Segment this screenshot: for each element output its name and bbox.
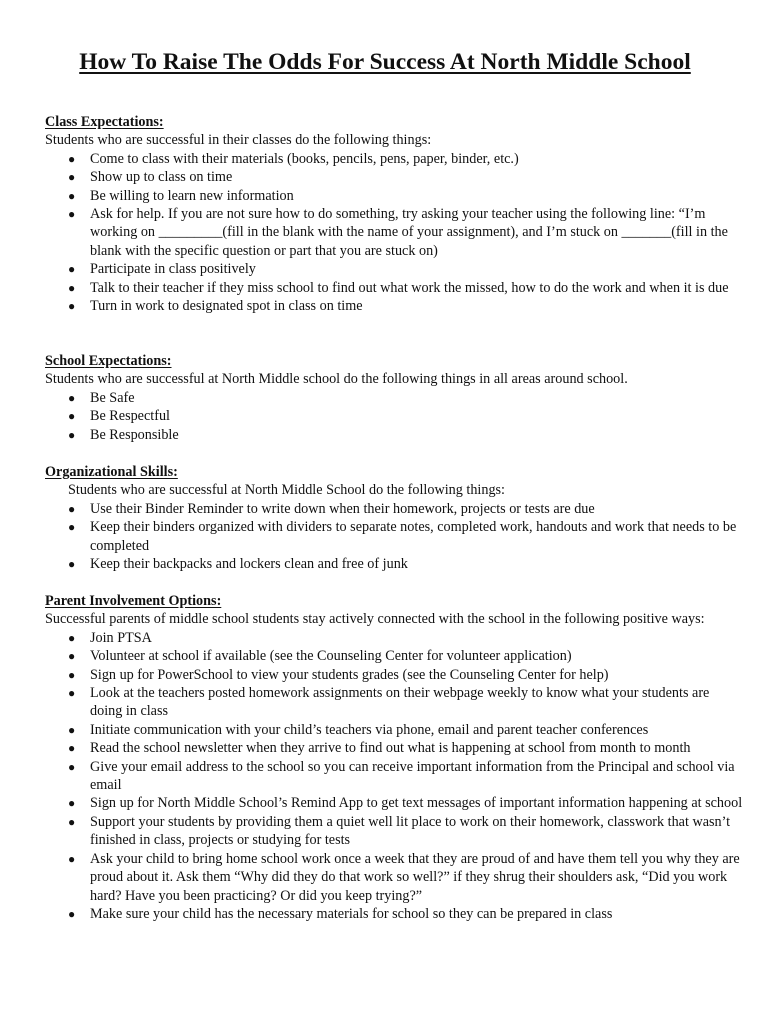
section-intro: Students who are successful at North Middle school do the following things in all areas around school. (45, 371, 628, 388)
list-item: ● Keep their backpacks and lockers clean and free of junk (68, 556, 408, 573)
section-intro: Students who are successful in their classes do the following things: (45, 132, 432, 149)
section-organizational-skills (45, 463, 745, 573)
list-item: ● Read the school newsletter when they arrive to find out what is happening at school from month to month (68, 740, 691, 757)
bullet-icon: ● (68, 686, 76, 701)
section-intro: Successful parents of middle school students stay actively connected with the school in the following positive ways: (45, 611, 705, 628)
list-item: ● Sign up for North Middle School’s Remind App to get text messages of important information happening at school (68, 795, 743, 812)
bullet-icon: ● (68, 501, 76, 516)
bullet-icon: ● (68, 630, 76, 645)
list-item: ● Volunteer at school if available (see the Counseling Center for volunteer application) (68, 648, 572, 665)
bullet-icon: ● (68, 667, 76, 682)
bullet-list (45, 150, 745, 316)
section-heading: School Expectations: (45, 353, 172, 369)
bullet-icon: ● (68, 207, 76, 222)
list-item: ● Talk to their teacher if they miss school to find out what work the missed, how to do the work and when it is due (68, 279, 729, 296)
list-item: ● Turn in work to designated spot in class on time (68, 298, 363, 315)
section-heading: Parent Involvement Options: (45, 593, 222, 609)
bullet-icon: ● (68, 390, 76, 405)
list-item: ● Be Safe (68, 389, 135, 406)
bullet-icon: ● (68, 649, 76, 664)
bullet-icon: ● (68, 814, 76, 829)
list-item: ● Support your students by providing them a quiet well lit place to work on their homework, classwork that wasn’t finished in class, projects or studying for tests (68, 813, 731, 849)
list-item: ● Participate in class positively (68, 261, 256, 278)
section-heading: Organizational Skills: (45, 464, 178, 480)
bullet-icon: ● (68, 722, 76, 737)
page-title: How To Raise The Odds For Success At North Middle School (79, 49, 691, 75)
bullet-icon: ● (68, 741, 76, 756)
list-item: ● Initiate communication with your child’s teachers via phone, email and parent teacher conferences (68, 721, 649, 738)
list-item: ● Make sure your child has the necessary materials for school so they can be prepared in class (68, 905, 613, 922)
section-heading: Class Expectations: (45, 114, 164, 130)
list-item: ● Be Respectful (68, 408, 170, 425)
list-item: ● Be Responsible (68, 426, 179, 443)
bullet-icon: ● (68, 759, 76, 774)
section-school-expectations (45, 352, 745, 444)
bullet-icon: ● (68, 299, 76, 314)
section-parent-involvement (45, 592, 745, 923)
list-item: ● Ask your child to bring home school work once a week that they are proud of and have them tell you why they are proud about it. Ask them “Why did they do that work so well?” if they shrug their shoulders ask, “Did you work hard? Have you been practicing? Or did you keep trying?” (68, 850, 740, 904)
bullet-list (45, 629, 745, 924)
section-class-expectations (45, 113, 745, 315)
bullet-icon: ● (68, 188, 76, 203)
list-item: ● Show up to class on time (68, 169, 233, 186)
bullet-icon: ● (68, 796, 76, 811)
bullet-icon: ● (68, 262, 76, 277)
bullet-icon: ● (68, 170, 76, 185)
bullet-icon: ● (68, 906, 76, 921)
list-item: ● Join PTSA (68, 629, 152, 646)
bullet-list (45, 389, 745, 444)
bullet-icon: ● (68, 280, 76, 295)
list-item: ● Use their Binder Reminder to write down when their homework, projects or tests are due (68, 500, 595, 517)
bullet-list (45, 500, 745, 574)
list-item: ● Give your email address to the school so you can receive important information from the Principal and school via email (68, 758, 735, 794)
bullet-icon: ● (68, 409, 76, 424)
list-item: ● Ask for help. If you are not sure how to do something, try asking your teacher using the following line: “I’m working on _________(fill in the blank with the name of your assignment), and I’m stuck on _______(fill in the blank with the specific question or part that you are stuck on) (68, 206, 728, 259)
list-item: ● Be willing to learn new information (68, 187, 294, 204)
bullet-icon: ● (68, 427, 76, 442)
list-item: ● Sign up for PowerSchool to view your students grades (see the Counseling Center for help) (68, 666, 609, 683)
bullet-icon: ● (68, 520, 76, 535)
list-item: ● Come to class with their materials (books, pencils, pens, paper, binder, etc.) (68, 150, 519, 167)
bullet-icon: ● (68, 151, 76, 166)
bullet-icon: ● (68, 557, 76, 572)
list-item: ● Keep their binders organized with dividers to separate notes, completed work, handouts and work that needs to be completed (68, 519, 737, 554)
section-intro: Students who are successful at North Middle School do the following things: (68, 482, 505, 499)
list-item: ● Look at the teachers posted homework assignments on their webpage weekly to know what your students are doing in class (68, 685, 710, 720)
bullet-icon: ● (68, 851, 76, 866)
